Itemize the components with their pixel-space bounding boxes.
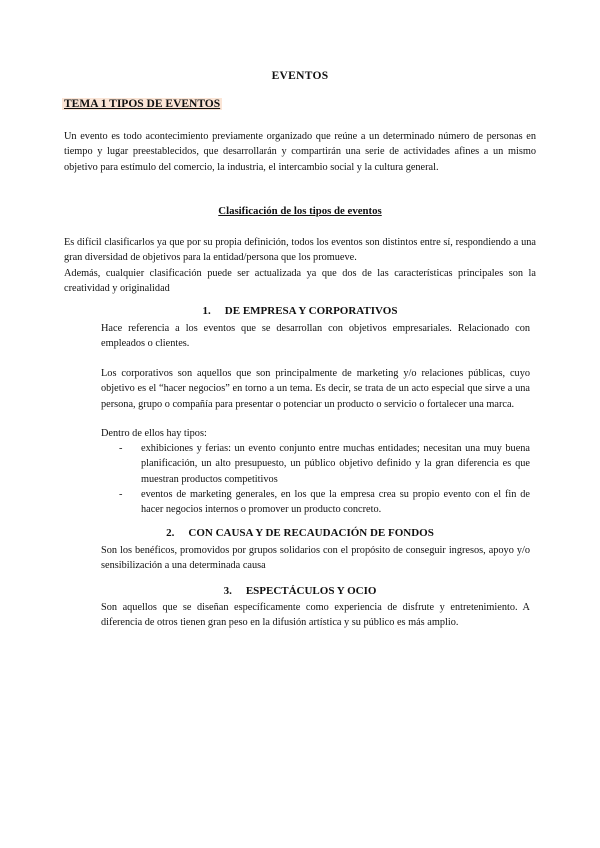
section2-paragraph-1: Son los benéficos, promovidos por grupos solidarios con el propósito de conseguir ingresos, apoyo y/o sensibilización a una determinada causa [101,545,530,572]
section3-paragraph-1: Son aquellos que se diseñan específicamente como experiencia de disfrute y entretenimiento. A diferencia de otros tienen gran peso en la difusión artística y su público es más amplio. [101,602,530,629]
heading-causa-recaudacion [0,527,600,539]
classification-paragraph-2: Además, cualquier clasificación puede ser actualizada ya que dos de las características principales son la creatividad y originalidad [64,268,536,295]
list-item-text: exhibiciones y ferias: un evento conjunto entre muchas entidades; necesitan una muy buena planificación, un alto presupuesto, un público objetivo definido y la gran diferencia es que muestran productos competitivos [141,443,530,485]
heading-text: DE EMPRESA Y CORPORATIVOS [224,305,398,317]
bullet-list [101,487,530,518]
heading-number: 1. [202,305,211,317]
heading-text: ESPECTÁCULOS Y OCIO [245,585,377,597]
classification-paragraph-1: Es difícil clasificarlos ya que por su propia definición, todos los eventos son distintos entre sí, respondiendo a una gran diversidad de objetivos para la entidad/persona que los promueve. [64,237,536,264]
list-item [101,487,530,518]
bullet-dash: - [119,489,123,500]
heading-empresa-corporativos [0,305,600,317]
section-heading: TEMA 1 TIPOS DE EVENTOS [64,98,221,110]
classification-title: Clasificación de los tipos de eventos [218,205,382,217]
intro-paragraph: Un evento es todo acontecimiento previamente organizado que reúne a un determinado número de personas en tiempo y lugar preestablecidos, que desarrollarán y compartirán una serie de actividades afines a un mismo objetivo para estímulo del comercio, la industria, el intercambio social y la cultura general. [64,131,536,173]
heading-espectaculos-ocio [0,585,600,597]
bullet-dash: - [119,443,123,454]
heading-text: CON CAUSA Y DE RECAUDACIÓN DE FONDOS [188,527,434,539]
section1-paragraph-1: Hace referencia a los eventos que se desarrollan con objetivos empresariales. Relacionado con empleados o clientes. [101,323,530,350]
list-item-text: eventos de marketing generales, en los que la empresa crea su propio evento con el fin de hacer negocios internos o promover un producto concreto. [141,489,530,516]
section1-paragraph-2: Los corporativos son aquellos que son principalmente de marketing y/o relaciones públicas, cuyo objetivo es el “hacer negocios” en torno a un tema. Es decir, se trata de un acto especial que sirve a una persona, grupo o compañía para presentar o potenciar un producto o servicio o fortalecer una marca. [101,368,530,410]
document-title: EVENTOS [271,70,329,82]
heading-number: 3. [223,585,232,597]
bullet-list [101,441,530,487]
list-item [101,441,530,487]
heading-number: 2. [166,527,175,539]
section1-paragraph-3: Dentro de ellos hay tipos: [101,428,207,439]
